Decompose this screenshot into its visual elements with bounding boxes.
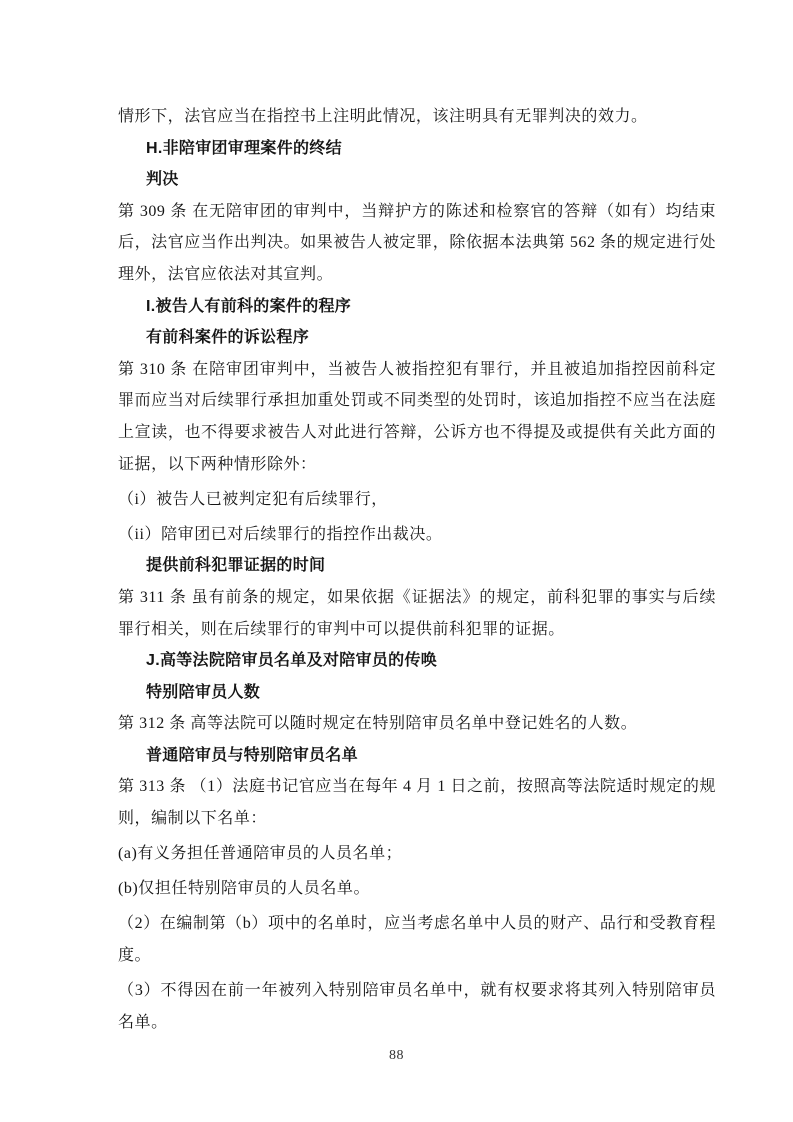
page-number: 88 — [389, 1048, 404, 1063]
paragraph-article-312: 第 312 条 高等法院可以随时规定在特别陪审员名单中登记姓名的人数。 — [118, 715, 638, 733]
heading-h-non-jury-case-conclusion: H.非陪审团审理案件的终结 — [146, 139, 342, 157]
list-item-a: (a)有义务担任普通陪审员的人员名单； — [118, 845, 403, 863]
paragraph-article-310: 第 310 条 在陪审团审判中，当被告人被指控犯有罪行，并且被追加指控因前科定罪而应当对后续罪行承担加重处罚或不同类型的处罚时，该追加指控不应当在法庭上宣读，也不得要求被告人对此进行答辩，公诉方也不得提及或提供有关此方面的证据，以下两种情形除外： — [118, 360, 716, 473]
heading-time-of-prior-offense-evidence: 提供前科犯罪证据的时间 — [146, 557, 326, 575]
page-content — [118, 101, 716, 1038]
heading-i-prior-conviction-procedure: I.被告人有前科的案件的程序 — [146, 297, 352, 315]
paragraph-article-313: 第 313 条 （1）法庭书记官应当在每年 4 月 1 日之前，按照高等法院适时规定的规则，编制以下名单： — [118, 778, 716, 828]
paragraph-clause-2: （2）在编制第（b）项中的名单时，应当考虑名单中人员的财产、品行和受教育程度。 — [118, 915, 716, 964]
paragraph-article-311: 第 311 条 虽有前条的规定，如果依据《证据法》的规定，前科犯罪的事实与后续罪行相关，则在后续罪行的审判中可以提供前科犯罪的证据。 — [118, 588, 716, 638]
list-item-b: (b)仅担任特别陪审员的人员名单。 — [118, 880, 371, 898]
heading-prior-conviction-litigation: 有前科案件的诉讼程序 — [146, 329, 310, 347]
heading-j-high-court-juror-lists: J.高等法院陪审员名单及对陪审员的传唤 — [146, 652, 438, 670]
heading-special-juror-number: 特别陪审员人数 — [146, 683, 261, 701]
paragraph-continuation-charge-note: 情形下，法官应当在指控书上注明此情况，该注明具有无罪判决的效力。 — [118, 108, 648, 125]
heading-judgment: 判决 — [146, 171, 179, 189]
list-item-ii: （ii）陪审团已对后续罪行的指控作出裁决。 — [118, 525, 443, 543]
paragraph-clause-3: （3）不得因在前一年被列入特别陪审员名单中，就有权要求将其列入特别陪审员名单。 — [118, 982, 716, 1031]
paragraph-article-309: 第 309 条 在无陪审团的审判中，当辩护方的陈述和检察官的答辩（如有）均结束后，法官应当作出判决。如果被告人被定罪，除依据本法典第 562 条的规定进行处理外，法官应依法对其宣判。 — [118, 202, 716, 283]
list-item-i: （i）被告人已被判定犯有后续罪行， — [118, 490, 388, 508]
heading-common-special-juror-lists: 普通陪审员与特别陪审员名单 — [146, 746, 358, 764]
